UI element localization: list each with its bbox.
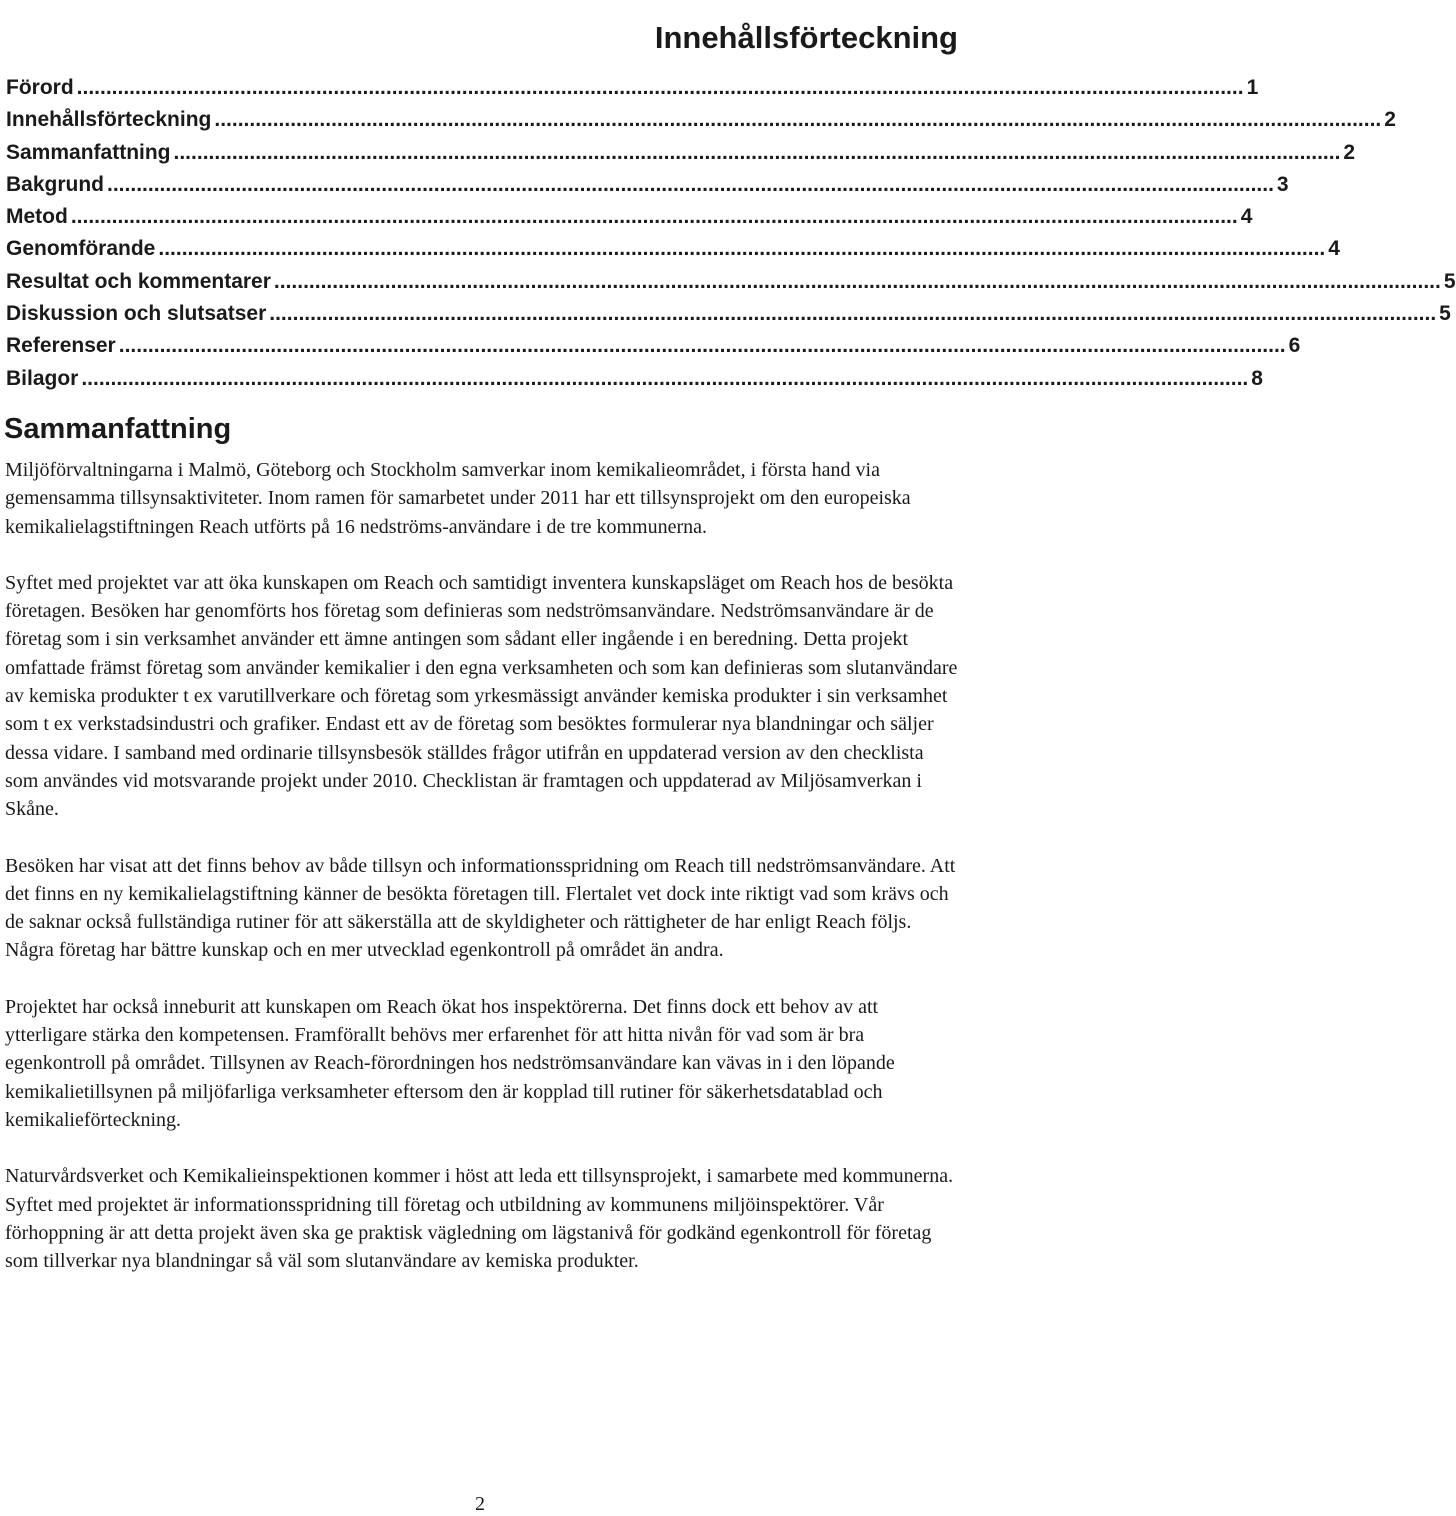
toc-entry-page: 5 — [1439, 302, 1451, 326]
paragraph: Projektet har också inneburit att kunskapen om Reach ökat hos inspektörerna. Det finns dock ett behov av att ytterligare stärka den kompetensen. Framförallt behövs mer erfarenhet för att hitta nivån för vad som är bra egenkontroll på området. Tillsynen av Reach-förordningen hos nedströmsanvändare kan vävas in i den löpande kemikalietillsynen på miljöfarliga verksamheter eftersom den är kopplad till rutiner för säkerhetsdatablad och kemikalieförteckning. — [5, 995, 895, 1131]
toc-leader-dots: ........................................................................................................................................................................................................ — [214, 108, 1382, 132]
toc-entry-label: Bilagor — [6, 366, 79, 390]
toc-entry-label: Sammanfattning — [6, 140, 171, 164]
toc-entry-page: 1 — [1246, 76, 1259, 99]
toc-entry-label: Innehållsförteckning — [6, 108, 212, 132]
toc-entry-label: Referenser — [6, 334, 116, 358]
section-heading: Sammanfattning — [4, 413, 232, 445]
section-body — [5, 456, 960, 1303]
toc-entry-page: 5 — [1443, 269, 1456, 293]
toc-entry — [6, 363, 1263, 395]
toc-leader-dots: ........................................................................................................................................................................................................ — [107, 172, 1274, 196]
toc-entry-label: Resultat och kommentarer — [6, 269, 271, 293]
toc-entry-label: Metod — [6, 205, 68, 229]
toc-entry-label: Diskussion och slutsatser — [6, 302, 267, 326]
toc-entry-page: 8 — [1251, 366, 1263, 390]
paragraph: Miljöförvaltningarna i Malmö, Göteborg och Stockholm samverkar inom kemikalieområdet, i första hand via gemensamma tillsynsaktiviteter. Inom ramen för samarbetet under 2011 har ett tillsynsprojekt om den europeiska kemikalielagstiftningen Reach utförts på 16 nedströms-användare i de tre kommunerna. — [5, 459, 911, 538]
toc-leader-dots: ........................................................................................................................................................................................................ — [76, 76, 1244, 99]
toc-entry — [6, 72, 1259, 104]
toc-leader-dots: ........................................................................................................................................................................................................ — [173, 140, 1341, 164]
toc-leader-dots: ........................................................................................................................................................................................................ — [158, 237, 1326, 261]
toc-leader-dots: ........................................................................................................................................................................................................ — [273, 269, 1441, 293]
toc-entry — [6, 266, 1456, 298]
toc-entry-label: Genomförande — [6, 237, 156, 261]
toc-leader-dots: ........................................................................................................................................................................................................ — [118, 334, 1286, 358]
toc-entry-label: Bakgrund — [6, 172, 105, 196]
toc-entry-page: 3 — [1276, 172, 1289, 196]
toc-leader-dots: ........................................................................................................................................................................................................ — [70, 205, 1238, 229]
toc-entry — [6, 201, 1253, 233]
page-number: 2 — [475, 1493, 485, 1515]
toc-leader-dots: ........................................................................................................................................................................................................ — [81, 366, 1249, 390]
toc-entry — [6, 137, 1356, 169]
paragraph: Naturvårdsverket och Kemikalieinspektionen kommer i höst att leda ett tillsynsprojekt, i samarbete med kommunerna. Syftet med projektet är informationsspridning till företag och utbildning av kommunens miljöinspektörer. Vår förhoppning är att detta projekt även ska ge praktisk vägledning om lägstanivå för godkänd egenkontroll för företag som tillverkar nya blandningar så väl som slutanvändare av kemiska produkter. — [5, 1165, 954, 1273]
paragraph: Syftet med projektet var att öka kunskapen om Reach och samtidigt inventera kunskapsläget om Reach hos de besökta företagen. Besöken har genomförts hos företag som definieras som nedströmsanvändare. Nedströmsanvändare är de företag som i sin verksamhet använder ett ämne antingen som sådant eller ingående i en beredning. Detta projekt omfattade främst företag som använder kemikalier i den egna verksamheten och som kan definieras som slutanvändare av kemiska produkter t ex varutillverkare och företag som yrkesmässigt använder kemiska produkter i sin verksamhet som t ex verkstadsindustri och grafiker. Endast ett av de företag som besöktes formulerar nya blandningar och säljer dessa vidare. I samband med ordinarie tillsynsbesök ställdes frågor utifrån en uppdaterad version av den checklista som användes vid motsvarande projekt under 2010. Checklistan är framtagen och uppdaterad av Miljösamverkan i Skåne. — [5, 571, 958, 821]
toc-entry — [6, 233, 1340, 265]
toc-entry — [6, 298, 1451, 330]
page-title: Innehållsförteckning — [654, 19, 958, 55]
toc-leader-dots: ........................................................................................................................................................................................................ — [269, 302, 1437, 326]
toc-entry-page: 2 — [1384, 108, 1396, 132]
toc-entry-page: 4 — [1328, 237, 1340, 261]
toc-entry — [6, 169, 1289, 201]
paragraph: Besöken har visat att det finns behov av både tillsyn och informationsspridning om Reach till nedströmsanvändare. Att det finns en ny kemikalielagstiftning känner de besökta företagen till. Flertalet vet dock inte riktigt vad som krävs och de saknar också fullständiga rutiner för att säkerställa att de skyldigheter och rättigheter de har enligt Reach följs. Några företag har bättre kunskap och en mer utvecklad egenkontroll på området än andra. — [5, 854, 956, 962]
toc-entry-page: 2 — [1343, 140, 1356, 164]
toc-entry-label: Förord — [6, 76, 74, 99]
toc-entry — [6, 330, 1301, 362]
toc-entry-page: 6 — [1288, 334, 1301, 358]
toc-entry-page: 4 — [1240, 205, 1253, 229]
toc-entry — [6, 104, 1396, 136]
table-of-contents — [6, 72, 1456, 395]
